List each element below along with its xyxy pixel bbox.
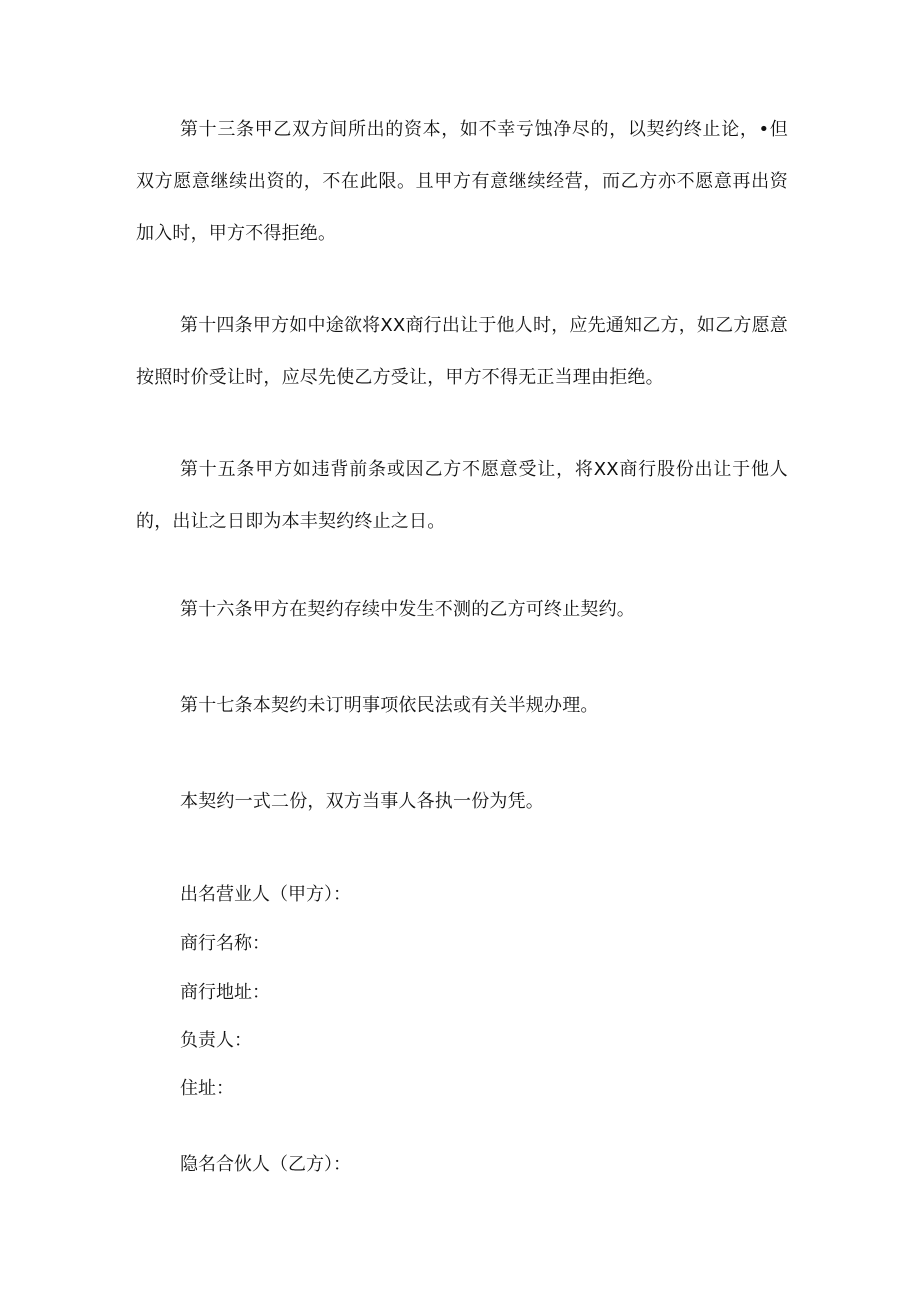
responsible-person-label: 负责人： — [180, 1030, 252, 1051]
article-14: 第十四条甲方如中途欲将XX商行出让于他人时，应先通知乙方，如乙方愿意按照时价受让时，应尽先使乙方受让，甲方不得无正当理由拒绝。 — [136, 315, 788, 388]
party-a-heading: 出名营业人（甲方）： — [180, 884, 351, 905]
article-13: 第十三条甲乙双方间所出的资本，如不幸亏蚀净尽的，以契约终止论，•但双方愿意继续出资的，不在此限。且甲方有意继续经营，而乙方亦不愿意再出资加入时，甲方不得拒绝。 — [136, 119, 788, 244]
party-b-heading: 隐名合伙人（乙方）： — [180, 1154, 351, 1175]
article-16: 第十六条甲方在契约存续中发生不测的乙方可终止契约。 — [180, 599, 635, 620]
firm-name-label: 商行名称： — [180, 933, 270, 954]
article-17: 第十七条本契约未订明事项依民法或有关半规办理。 — [180, 695, 599, 716]
article-15: 第十五条甲方如违背前条或因乙方不愿意受让，将XX商行股份出让于他人的，出让之日即为本丰契约终止之日。 — [136, 459, 788, 532]
copies-clause: 本契约一式二份，双方当事人各执一份为凭。 — [180, 791, 544, 812]
residence-label: 住址： — [180, 1078, 234, 1099]
firm-address-label: 商行地址： — [180, 982, 270, 1003]
